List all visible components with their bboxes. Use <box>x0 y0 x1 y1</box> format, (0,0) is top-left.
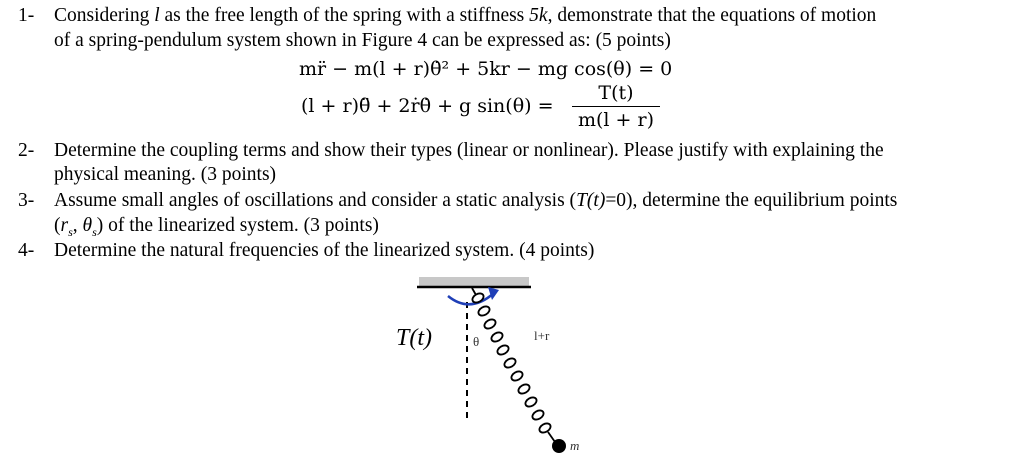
torque-arrowhead <box>488 287 499 300</box>
r-static-symbol: $r_s$ <box>60 215 73 239</box>
question-text-line1: Determine the natural frequencies of the linearized system. (4 points) <box>54 240 595 261</box>
torque-label: T(t) <box>396 325 432 351</box>
question-2-line2: physical meaning. (3 points) <box>54 164 277 185</box>
pendulum-mass <box>552 439 566 453</box>
question-text-line1: Considering l as the free length of the spring with a stiffness 5k, demonstrate that the equations of motion <box>54 5 877 26</box>
fraction-denominator: m(l + r) <box>578 109 654 132</box>
stiffness-symbol: 5k <box>529 5 548 26</box>
question-number: 4- <box>18 240 35 261</box>
angle-label: θ <box>473 334 480 349</box>
ceiling-support <box>419 277 529 286</box>
spring <box>471 288 555 442</box>
question-number: 2- <box>18 140 35 161</box>
question-1-line2: of a spring-pendulum system shown in Figure 4 can be expressed as: (5 points) <box>54 30 671 51</box>
theta-static-symbol: $\theta_s$ <box>82 215 97 239</box>
question-number: 3- <box>18 190 35 211</box>
mass-label: m <box>570 438 580 453</box>
torque-symbol: T(t) <box>576 190 606 211</box>
fraction-bar <box>572 106 660 107</box>
length-label: l+r <box>534 328 550 343</box>
free-length-symbol: l <box>154 5 160 26</box>
equation-2-fraction <box>572 82 660 131</box>
question-text-line1: Assume small angles of oscillations and consider a static analysis (T(t)=0), determine the equilibrium points <box>54 190 898 211</box>
question-number: 1- <box>18 5 35 26</box>
equation-1: mr̈ − m(l + r)θ̇² + 5kr − mg cos(θ) = 0 <box>299 58 673 80</box>
fraction-numerator: T(t) <box>598 82 634 104</box>
question-3-line2: ($r_s$, $\theta_s$) of the linearized system. (3 points) <box>54 215 379 239</box>
torque-arrow <box>448 293 494 304</box>
equation-2-lhs: (l + r)θ̈ + 2ṙθ̇ + g sin(θ) = <box>301 95 554 117</box>
question-text-line1: Determine the coupling terms and show their types (linear or nonlinear). Please justify with explaining the <box>54 140 884 161</box>
